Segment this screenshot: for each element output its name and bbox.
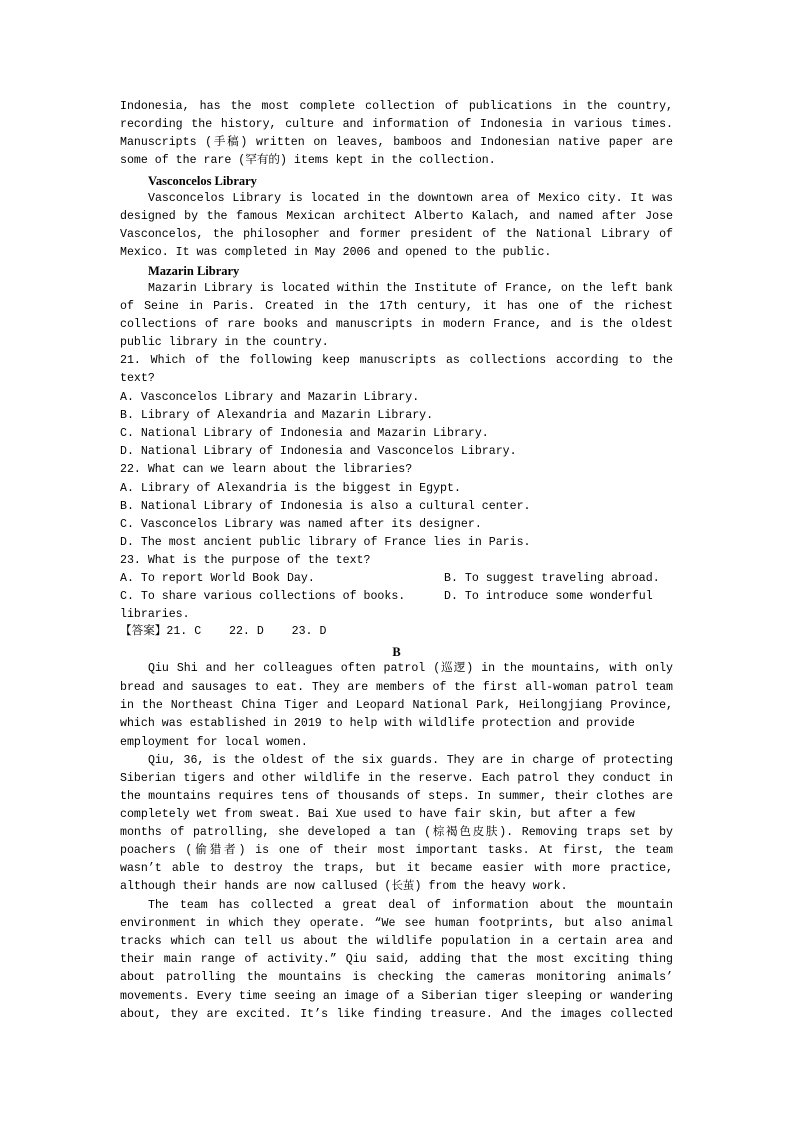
text-line: some of the rare (罕有的) items kept in the collection.: [120, 154, 496, 167]
text-line: collections of rare books and manuscripts in modern France, and is the oldest: [120, 318, 673, 331]
text-line: which was established in 2019 to help with wildlife protection and provide: [120, 717, 635, 730]
text-line: The team has collected a great deal of information about the mountain: [148, 899, 673, 912]
text-line: Qiu Shi and her colleagues often patrol (巡逻) in the mountains, with only: [148, 662, 673, 675]
text-line: B. National Library of Indonesia is also a cultural center.: [120, 500, 531, 513]
text-line: poachers (偷猎者) is one of their most important tasks. At first, the team: [120, 844, 673, 857]
text-line: bread and sausages to eat. They are members of the first all-woman patrol team: [120, 681, 673, 694]
text-line: C. Vasconcelos Library was named after its designer.: [120, 518, 482, 531]
text-line: movements. Every time seeing an image of a Siberian tiger sleeping or wandering: [120, 990, 673, 1003]
text-line: Mexico. It was completed in May 2006 and opened to the public.: [120, 246, 552, 259]
option-row: [120, 570, 673, 588]
text-line: 22. What can we learn about the libraries?: [120, 463, 413, 476]
text-line: in the Northeast China Tiger and Leopard National Park, Heilongjiang Province,: [120, 699, 673, 712]
text-line: A. Vasconcelos Library and Mazarin Library.: [120, 391, 420, 404]
section-heading: Vasconcelos Library: [148, 174, 257, 188]
answer-key: 【答案】21. C 22. D 23. D: [120, 625, 327, 638]
text-line: public library in the country.: [120, 336, 329, 349]
text-line: D. National Library of Indonesia and Vasconcelos Library.: [120, 445, 517, 458]
text-line: employment for local women.: [120, 736, 308, 749]
text-line: A. Library of Alexandria is the biggest in Egypt.: [120, 482, 461, 495]
text-line: about patrolling the mountains is checking the cameras monitoring animals’: [120, 971, 673, 984]
option-left: A. To report World Book Day.: [120, 572, 315, 585]
text-line: 21. Which of the following keep manuscripts as collections according to the: [120, 354, 673, 367]
text-line: recording the history, culture and information of Indonesia in various times.: [120, 118, 673, 131]
text-line: Mazarin Library is located within the Institute of France, on the left bank: [148, 282, 673, 295]
text-line: libraries.: [120, 608, 190, 621]
text-line: D. The most ancient public library of France lies in Paris.: [120, 536, 531, 549]
text-line: although their hands are now callused (长茧) from the heavy work.: [120, 880, 568, 893]
section-heading: Mazarin Library: [148, 264, 240, 278]
text-line: designed by the famous Mexican architect Alberto Kalach, and named after Jose: [120, 210, 673, 223]
text-line: the mountains requires tens of thousands of steps. In summer, their clothes are: [120, 790, 673, 803]
text-line: text?: [120, 372, 155, 385]
text-line: months of patrolling, she developed a tan (棕褐色皮肤). Removing traps set by: [120, 826, 673, 839]
text-line: Indonesia, has the most complete collection of publications in the country,: [120, 100, 673, 113]
text-line: Manuscripts (手稿) written on leaves, bamboos and Indonesian native paper are: [120, 136, 673, 149]
text-line: C. National Library of Indonesia and Mazarin Library.: [120, 427, 489, 440]
option-right: B. To suggest traveling abroad.: [444, 572, 660, 585]
text-line: Vasconcelos, the philosopher and former president of the National Library of: [120, 228, 673, 241]
text-line: 23. What is the purpose of the text?: [120, 554, 371, 567]
text-line: Siberian tigers and other wildlife in the reserve. Each patrol they conduct in: [120, 772, 673, 785]
text-line: their main range of activity.” Qiu said, adding that the most exciting thing: [120, 953, 673, 966]
text-line: wasn’t able to destroy the traps, but it became easier with more practice,: [120, 862, 673, 875]
section-title: B: [392, 645, 401, 659]
text-line: Vasconcelos Library is located in the downtown area of Mexico city. It was: [148, 192, 673, 205]
text-line: environment in which they operate. “We see human footprints, but also animal: [120, 917, 673, 930]
text-line: tracks which can tell us about the wildlife population in a certain area and: [120, 935, 673, 948]
text-line: Qiu, 36, is the oldest of the six guards. They are in charge of protecting: [148, 754, 673, 767]
option-left: C. To share various collections of books.: [120, 590, 406, 603]
text-line: B. Library of Alexandria and Mazarin Library.: [120, 409, 434, 422]
text-line: of Seine in Paris. Created in the 17th century, it has one of the richest: [120, 300, 673, 313]
option-right: D. To introduce some wonderful: [444, 590, 653, 603]
option-row: [120, 588, 673, 606]
text-line: about, they are excited. It’s like finding treasure. And the images collected: [120, 1008, 673, 1021]
text-line: completely wet from sweat. Bai Xue used to have fair skin, but after a few: [120, 808, 635, 821]
